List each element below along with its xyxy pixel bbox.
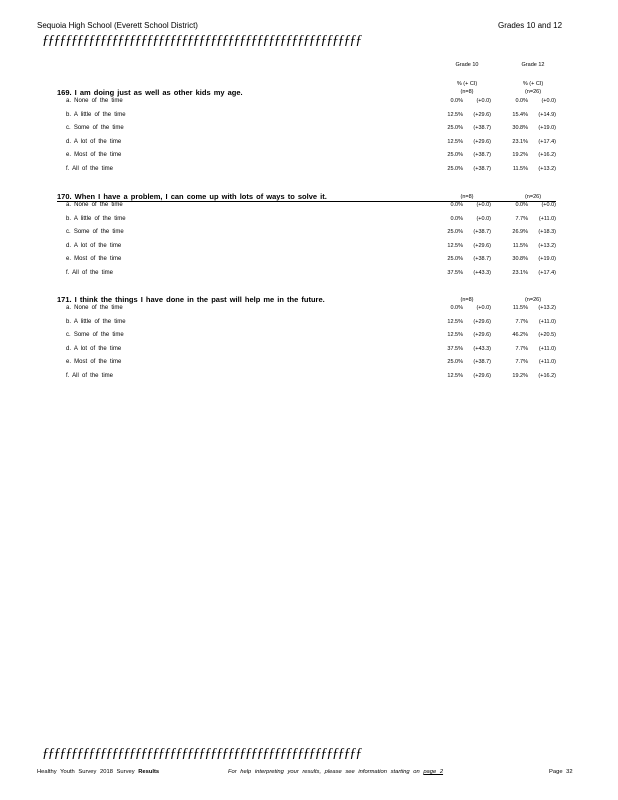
grade12-percent: 23.1%: [512, 138, 528, 145]
grade12-ci: (+0.0): [541, 202, 556, 208]
grade10-ci: (+29.6): [473, 372, 491, 379]
grade10-ci: (+38.7): [473, 256, 491, 262]
grade10-ci: (+38.7): [473, 125, 491, 131]
grade12-ci: (+19.0): [538, 125, 556, 131]
grade10-percent: 12.5%: [447, 242, 463, 249]
answer-label: e. Most of the time: [66, 359, 122, 365]
grade10-ci: (+38.7): [473, 359, 491, 365]
answer-label: d. A lot of the time: [66, 138, 122, 145]
answer-label: a. None of the time: [66, 305, 123, 311]
grade10-percent: 25.0%: [447, 152, 463, 158]
grade12-ci: (+19.0): [538, 256, 556, 262]
answer-label: d. A lot of the time: [66, 345, 122, 352]
footer-survey-name: [37, 769, 159, 775]
page-number: Page 32: [549, 769, 573, 775]
grade10-percent: 12.5%: [447, 318, 463, 325]
footer-help-text: For help interpreting your results, please see information starting on: [228, 769, 420, 775]
grade12-percent: 11.5%: [512, 305, 528, 311]
grade12-percent: 7.7%: [515, 215, 528, 222]
grade12-ci: (+18.3): [538, 229, 556, 235]
grade12-ci: (+11.0): [538, 345, 556, 352]
grade12-percent: 11.5%: [512, 242, 528, 249]
grade10-ci: (+29.6): [473, 332, 491, 338]
grades-label: Grades 10 and 12: [498, 21, 563, 30]
grade12-percent: 30.8%: [512, 256, 528, 262]
grade12-percent: 7.7%: [515, 345, 528, 352]
grade12-stat-label: % (+ CI): [522, 81, 544, 87]
grade12-n: (n=26): [524, 194, 542, 200]
grade12-header: Grade 12: [521, 62, 545, 68]
grade10-percent: 37.5%: [447, 269, 463, 276]
grade10-percent: 0.0%: [450, 202, 463, 208]
answer-label: a. None of the time: [66, 98, 123, 104]
grade12-n: (n=26): [524, 297, 542, 303]
grade12-ci: (+11.0): [538, 215, 556, 222]
grade10-header: Grade 10: [455, 62, 479, 68]
grade10-ci: (+29.6): [473, 138, 491, 145]
grade12-ci: (+0.0): [541, 98, 556, 104]
grade10-percent: 12.5%: [447, 332, 463, 338]
grade12-ci: (+14.9): [538, 111, 556, 118]
grade10-n: (n=8): [460, 194, 474, 200]
grade12-percent: 0.0%: [515, 202, 528, 208]
grade12-ci: (+16.2): [538, 152, 556, 158]
answer-label: f. All of the time: [66, 269, 114, 276]
grade12-ci: (+16.2): [538, 372, 556, 379]
grade10-percent: 12.5%: [447, 372, 463, 379]
grade12-ci: (+13.2): [538, 305, 556, 311]
grade10-ci: (+0.0): [476, 215, 491, 222]
grade10-ci: (+29.6): [473, 111, 491, 118]
grade10-ci: (+43.3): [473, 345, 491, 352]
answer-label: b. A little of the time: [66, 111, 126, 118]
grade12-percent: 19.2%: [512, 372, 528, 379]
grade10-percent: 25.0%: [447, 229, 463, 235]
grade12-percent: 46.2%: [512, 332, 528, 338]
answer-label: a. None of the time: [66, 202, 123, 208]
grade12-ci: (+11.0): [538, 318, 556, 325]
answer-label: e. Most of the time: [66, 152, 122, 158]
grade12-ci: (+20.5): [538, 332, 556, 338]
grade10-ci: (+0.0): [476, 305, 491, 311]
grade10-percent: 0.0%: [450, 215, 463, 222]
grade10-percent: 0.0%: [450, 305, 463, 311]
grade10-percent: 12.5%: [447, 138, 463, 145]
header-decoration: ƒƒƒƒƒƒƒƒƒƒƒƒƒƒƒƒƒƒƒƒƒƒƒƒƒƒƒƒƒƒƒƒƒƒƒƒƒƒƒƒƒƒƒƒƒƒƒƒƒƒƒƒƒƒƒ: [42, 33, 362, 48]
footer-help-note: [228, 769, 443, 775]
grade10-percent: 0.0%: [450, 98, 463, 104]
grade10-ci: (+29.6): [473, 318, 491, 325]
grade12-percent: 7.7%: [515, 318, 528, 325]
question-title: 169. I am doing just as well as other kids my age.: [57, 88, 243, 97]
grade10-percent: 37.5%: [447, 345, 463, 352]
answer-label: e. Most of the time: [66, 256, 122, 262]
grade10-n: (n=8): [460, 297, 474, 303]
grade12-n: (n=26): [524, 89, 542, 95]
answer-label: c. Some of the time: [66, 332, 124, 338]
answer-label: b. A little of the time: [66, 318, 126, 325]
grade12-ci: (+11.0): [538, 359, 556, 365]
grade10-ci: (+38.7): [473, 165, 491, 172]
grade10-percent: 25.0%: [447, 256, 463, 262]
grade12-percent: 23.1%: [512, 269, 528, 276]
answer-label: c. Some of the time: [66, 125, 124, 131]
footer-results-text: Results: [138, 769, 160, 775]
answer-label: f. All of the time: [66, 372, 114, 379]
question-title: 171. I think the things I have done in the past will help me in the future.: [57, 295, 325, 304]
grade12-percent: 11.5%: [512, 165, 528, 172]
grade10-ci: (+38.7): [473, 229, 491, 235]
grade12-percent: 7.7%: [515, 359, 528, 365]
grade10-ci: (+29.6): [473, 242, 491, 249]
grade12-percent: 19.2%: [512, 152, 528, 158]
grade12-ci: (+13.2): [538, 165, 556, 172]
grade10-percent: 12.5%: [447, 111, 463, 118]
grade12-ci: (+17.4): [538, 138, 556, 145]
grade10-percent: 25.0%: [447, 125, 463, 131]
answer-label: d. A lot of the time: [66, 242, 122, 249]
grade12-percent: 30.8%: [512, 125, 528, 131]
grade10-percent: 25.0%: [447, 359, 463, 365]
question-title: 170. When I have a problem, I can come up with lots of ways to solve it.: [57, 192, 327, 201]
grade10-ci: (+38.7): [473, 152, 491, 158]
footer-decoration: ƒƒƒƒƒƒƒƒƒƒƒƒƒƒƒƒƒƒƒƒƒƒƒƒƒƒƒƒƒƒƒƒƒƒƒƒƒƒƒƒƒƒƒƒƒƒƒƒƒƒƒƒƒƒƒ: [42, 746, 362, 761]
answer-label: c. Some of the time: [66, 229, 124, 235]
grade12-percent: 0.0%: [515, 98, 528, 104]
footer-survey-text: Healthy Youth Survey 2018 Survey: [37, 769, 135, 775]
grade10-stat-label: % (+ CI): [456, 81, 478, 87]
grade12-percent: 26.9%: [512, 229, 528, 235]
grade12-ci: (+17.4): [538, 269, 556, 276]
grade12-ci: (+13.2): [538, 242, 556, 249]
answer-label: b. A little of the time: [66, 215, 126, 222]
grade12-percent: 15.4%: [512, 111, 528, 118]
grade10-n: (n=8): [460, 89, 474, 95]
grade10-ci: (+0.0): [476, 98, 491, 104]
grade10-percent: 25.0%: [447, 165, 463, 172]
grade10-ci: (+43.3): [473, 269, 491, 276]
school-name: Sequoia High School (Everett School District): [37, 21, 198, 30]
footer-page-link[interactable]: page 2: [423, 769, 444, 775]
grade10-ci: (+0.0): [476, 202, 491, 208]
answer-label: f. All of the time: [66, 165, 114, 172]
